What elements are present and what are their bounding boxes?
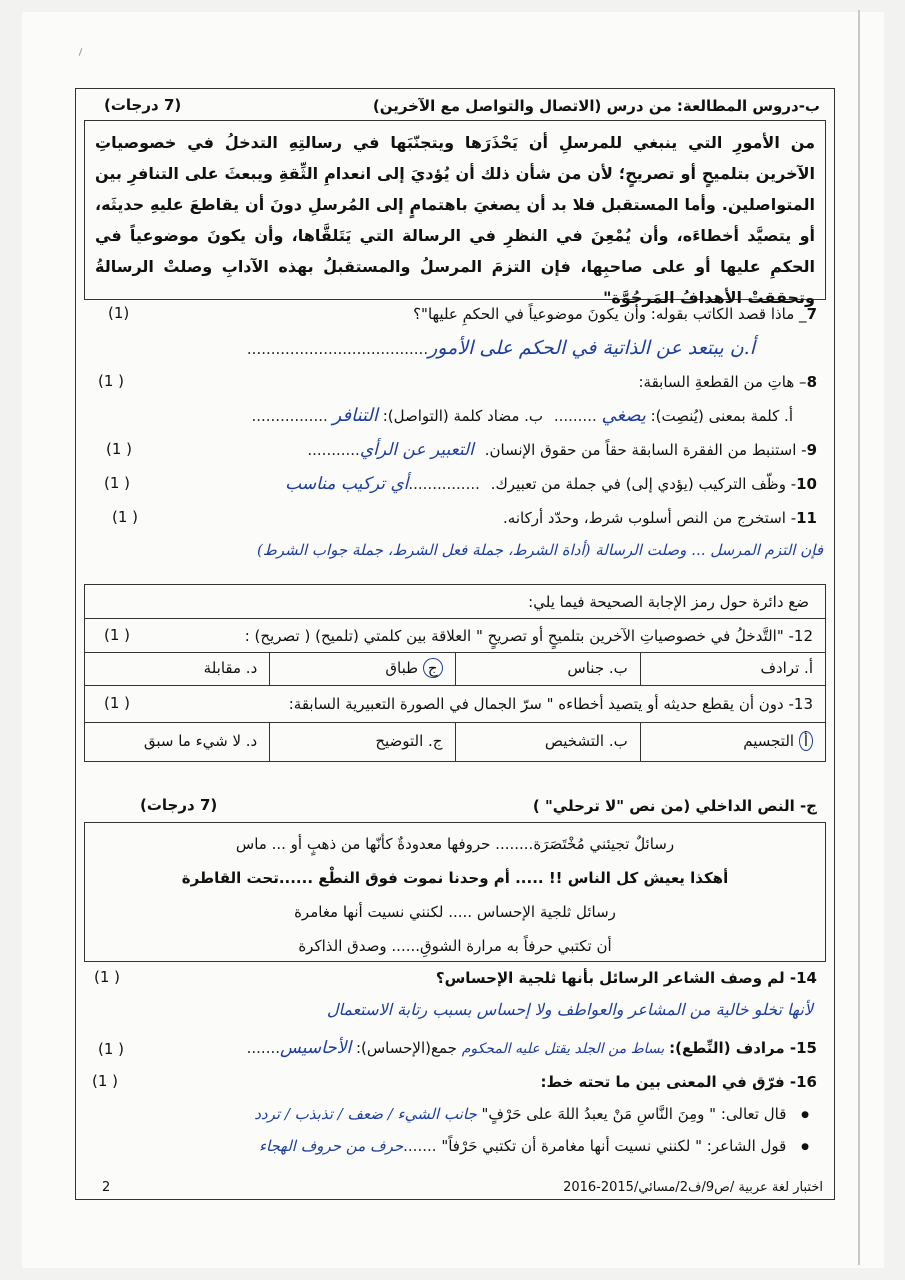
question-14-answer: لأنها تخلو خالية من المشاعر والعواطف ولا إحساس بسبب رتابة الاستعمال	[326, 1000, 813, 1019]
question-15-grade: ( 1)	[98, 1040, 125, 1058]
multiple-choice-instruction: ضع دائرة حول رمز الإجابة الصحيحة فيما يلي:	[528, 593, 809, 611]
q8-a-answer: يصغي	[601, 405, 646, 426]
page-number: 2	[102, 1180, 111, 1195]
q13-option-d[interactable]: د. لا شيء ما سبق	[143, 732, 258, 750]
q13-circled-mark: أ	[799, 731, 813, 751]
q8-b-label: ب. مضاد كلمة (التواصل):	[382, 407, 544, 425]
q8-b-answer: التنافر	[332, 405, 378, 426]
question-11-answer-line	[257, 540, 823, 560]
poem-line-3: رسائل ثلجية الإحساس ..... لكنني نسيت أنها مغامرة	[294, 903, 616, 921]
poem-box	[84, 822, 826, 962]
question-11: 11- استخرج من النص أسلوب شرط، وحدّد أركانه.	[503, 509, 817, 527]
question-10: 10- وظّف التركيب (يؤدي إلى) في جملة من تعبيرك. ...............أي تركيب مناسب	[285, 474, 817, 494]
mc-divider	[84, 618, 826, 619]
question-11-answer: فإن التزم المرسل ... وصلت الرسالة (أداة الشرط، جملة فعل الشرط، جملة جواب الشرط)	[257, 541, 823, 559]
question-15: 15- مرادف (النِّطع): بساط من الجلد يقتل عليه المحكوم جمع(الإحساس): الأحاسيس.......	[246, 1038, 817, 1058]
question-10-answer: أي تركيب مناسب	[285, 474, 409, 494]
question-7-answer-line: أ.ن يبتعد عن الذاتية في الحكم على الأمور......................................	[246, 337, 755, 359]
question-8-grade: ( 1)	[98, 372, 125, 390]
question-9: 9- استنبط من الفقرة السابقة حقاً من حقوق الإنسان. التعبير عن الرأي...........	[307, 440, 817, 460]
poem-line-4: أن تكتبي حرفاً به مرارة الشوقِ...... وصدق الذاكرة	[298, 937, 612, 955]
question-16-line-2: ● قول الشاعر: " لكنني نسيت أنها مغامرة أن تكتبي حَرْفاً" .......حرف من حروف الهجاء	[259, 1136, 809, 1159]
poem-text	[85, 823, 825, 963]
reading-passage: من الأمورِ التي ينبغي للمرسلِ أن يَحْذَرَها ويتجنّبَها في رسالتِهِ التدخلُ في خصوصياتِ الآخرين بتلميحٍ أو تصريحٍ؛ لأن من شأن ذلك أن يُؤديَ إلى انعدامِ الثِّقةِ ويبعثَ على التنافرِ بين المتواصلين. وأما المستقبل فلا بد أن يصغيَ باهتمامٍ إلى المُرسلِ دونَ أن يقاطعَ عليهِ حديثَه، أو يتصيَّد أخطاءَه، وأن يُمْعِنَ في النظرِ في الرسالة التي يَتَلقَّاها، وأن يكونَ موضوعياً في الحكمِ عليها أو على صاحبِها، فإن التزمَ المرسلُ والمستقبلُ بهذه الآدابِ وصلتْ الرسالةُ وتحققتْ الأهدافُ المَرجُوَّة"	[95, 133, 815, 307]
question-7-grade: (1)	[108, 304, 130, 322]
scan-edge-line	[858, 10, 860, 1265]
q12-option-a[interactable]: أ. ترادف	[640, 653, 825, 685]
question-13: 13- دون أن يقطع حديثه أو يتصيد أخطاءه " سرّ الجمال في الصورة التعبيرية السابقة:	[288, 695, 813, 713]
section-b-title: ب-دروس المطالعة: من درس (الاتصال والتواصل مع الآخرين)	[372, 97, 820, 115]
question-7: 7_ ماذا قصد الكاتب بقوله: وأن يكونَ موضوعياً في الحكمِ عليها"؟	[413, 305, 817, 323]
question-16-line-1: ● قال تعالى: " ومِنَ النَّاسِ مَنْ يعبدُ اللهَ على حَرْفٍ" جانب الشيء / ضعف / تذبذب / تردد	[254, 1104, 809, 1127]
section-c-title: ج- النص الداخلي (من نص "لا ترحلي" )	[532, 797, 817, 815]
q13-option-a[interactable]: أ التجسيم	[640, 723, 825, 761]
question-14-grade: ( 1)	[94, 968, 121, 986]
question-13-grade: ( 1)	[104, 694, 131, 712]
question-14-answer-line	[327, 1000, 813, 1020]
question-16-grade: ( 1)	[92, 1072, 119, 1090]
question-13-options	[84, 722, 826, 762]
question-10-grade: ( 1)	[104, 474, 131, 492]
question-8: 8– هاتِ من القطعةِ السابقة:	[638, 373, 817, 391]
q13-option-b[interactable]: ب. التشخيص	[455, 723, 640, 761]
footer-exam-info: اختبار لغة عربية /ص9/ف2/مسائي/2015-2016	[563, 1180, 823, 1195]
q16-answer-1: جانب الشيء / ضعف / تذبذب / تردد	[254, 1105, 477, 1123]
question-12-options	[84, 652, 826, 686]
question-9-answer: التعبير عن الرأي	[359, 440, 474, 460]
poem-line-2: أهكذا يعيش كل الناس !! ..... أم وحدنا نموت فوق النطْع ......تحت القاطرة	[181, 869, 729, 887]
question-11-grade: ( 1)	[112, 508, 139, 526]
q12-option-b[interactable]: ب. جناس	[455, 653, 640, 685]
question-7-answer: أ.ن يبتعد عن الذاتية في الحكم على الأمور	[428, 337, 755, 359]
q12-option-d[interactable]: د. مقابلة	[203, 659, 258, 677]
section-c-grade: (7 درجات)	[140, 796, 218, 814]
q15-answer-1: بساط من الجلد يقتل عليه المحكوم	[461, 1041, 665, 1057]
q8-a-label: أ. كلمة بمعنى (يُنصِت):	[650, 407, 793, 425]
reading-passage-box	[84, 120, 826, 307]
question-14: 14- لم وصف الشاعر الرسائل بأنها ثلجية الإحساس؟	[435, 969, 817, 987]
question-12-grade: ( 1)	[104, 626, 131, 644]
poem-line-1: رسائلٌ تجيئني مُخْتَصَرَة........ حروفها معدودةٌ كأنّها من ذهبٍ أو ... ماس	[235, 835, 675, 853]
question-12: 12- "التَّدخلُ في خصوصياتِ الآخرين بتلميحٍ أو تصريحٍ " العلاقة بين كلمتي (تلميح) ( تصريح) :	[244, 627, 813, 645]
question-16: 16- فرّق في المعنى بين ما تحته خط:	[540, 1073, 817, 1091]
question-8-items: أ. كلمة بمعنى (يُنصِت): يصغي ......... ب. مضاد كلمة (التواصل): التنافر ................	[251, 405, 793, 426]
q15-answer-2: الأحاسيس	[280, 1038, 352, 1058]
q13-option-c[interactable]: ج. التوضيح	[269, 723, 454, 761]
section-b-grade: (7 درجات)	[104, 96, 182, 114]
q12-circled-mark: ج	[423, 658, 443, 678]
q12-option-c[interactable]: ج طباق	[269, 653, 454, 685]
q16-answer-2: حرف من حروف الهجاء	[258, 1137, 404, 1155]
question-9-grade: ( 1)	[106, 440, 133, 458]
